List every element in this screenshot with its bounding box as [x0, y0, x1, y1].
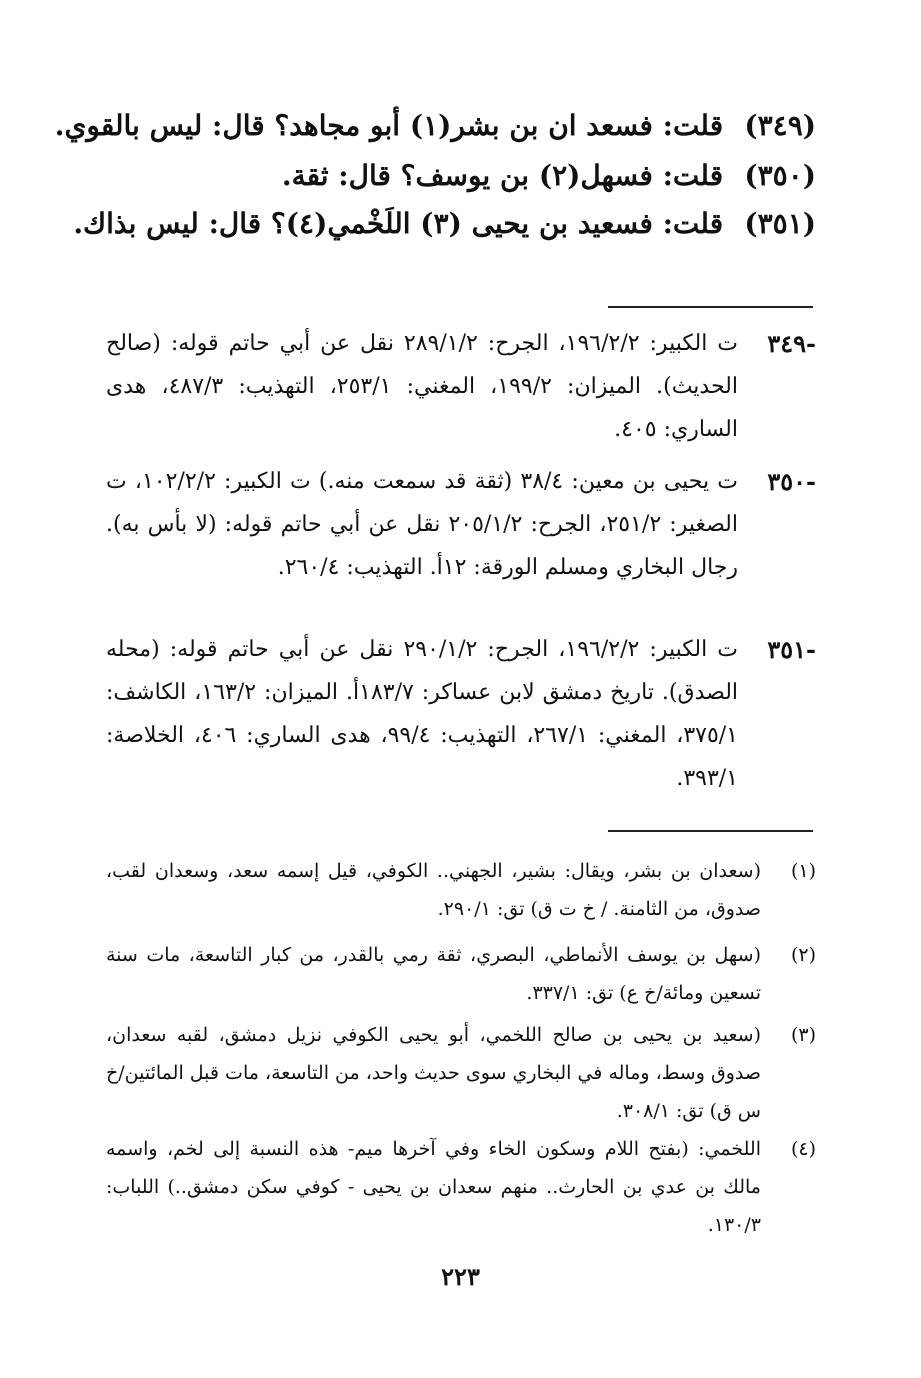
page-number: ٢٢٣ [441, 1262, 480, 1291]
entry-number: (٣٤٩) [744, 109, 816, 142]
footnote-number: (٤) [790, 1138, 816, 1160]
note-349 [106, 322, 816, 451]
footnote-number: (٣) [790, 1024, 816, 1046]
entry-350 [96, 154, 816, 198]
note-number: -٣٤٩ [767, 329, 816, 358]
entry-349 [54, 104, 816, 148]
entry-351 [73, 202, 816, 246]
note-text: ت يحيى بن معين: ٣٨/٤ (ثقة قد سمعت منه.) ت الكبير: ١٠٢/٢/٢، ت الصغير: ٢٥١/٢، الجرح: ٢٠٥/١/٢ نقل عن أبي حاتم قوله: (لا بأس به). رجال البخاري ومسلم الورقة: ١٢أ. التهذيب: ٢٦٠/٤. [106, 469, 738, 580]
footnote-2 [106, 936, 816, 1012]
entry-text: قلت: فسعيد بن يحيى (٣) اللَخْمي(٤)؟ قال: ليس بذاك. [73, 207, 724, 240]
entry-text: قلت: فسعد ان بن بشر(١) أبو مجاهد؟ قال: ليس بالقوي. [54, 109, 724, 142]
footnote-text: (سعدان بن بشر، ويقال: بشير، الجهني.. الكوفي، قيل إسمه سعد، وسعدان لقب، صدوق، من الثامنة. / خ ت ق) تق: ٢٩٠/١. [106, 860, 761, 920]
entry-number: (٣٥٠) [744, 159, 816, 192]
note-number: -٣٥١ [767, 635, 816, 664]
entry-number: (٣٥١) [744, 207, 816, 240]
footnote-number: (٢) [790, 944, 816, 966]
separator-line [608, 306, 813, 308]
note-number: -٣٥٠ [767, 467, 816, 496]
note-text: ت الكبير: ١٩٦/٢/٢، الجرح: ٢٨٩/١/٢ نقل عن أبي حاتم قوله: (صالح الحديث). الميزان: ١٩٩/٢، المغني: ٢٥٣/١، التهذيب: ٤٨٧/٣، هدى الساري: ٤٠٥. [106, 331, 738, 442]
footnote-text: (سعيد بن يحيى بن صالح اللخمي، أبو يحيى الكوفي نزيل دمشق، لقبه سعدان، صدوق وسط، وماله في البخاري سوى حديث واحد، من التاسعة، مات قبل المائتين/خ س ق) تق: ٣٠٨/١. [106, 1024, 761, 1122]
note-351 [106, 628, 816, 800]
footnote-1 [106, 852, 816, 928]
note-350 [106, 460, 816, 589]
note-text: ت الكبير: ١٩٦/٢/٢، الجرح: ٢٩٠/١/٢ نقل عن أبي حاتم قوله: (محله الصدق). تاريخ دمشق لابن عساكر: ١٨٣/٧أ. الميزان: ١٦٣/٢، الكاشف: ٣٧٥/١، المغني: ٢٦٧/١، التهذيب: ٩٩/٤، هدى الساري: ٤٠٦، الخلاصة: ٣٩٣/١. [106, 637, 739, 791]
footnote-text: (سهل بن يوسف الأنماطي، البصري، ثقة رمي بالقدر، من كبار التاسعة، مات سنة تسعين ومائة/خ ع) تق: ٣٣٧/١. [106, 944, 761, 1004]
footnote-text: اللخمي: (بفتح اللام وسكون الخاء وفي آخرها ميم- هذه النسبة إلى لخم، واسمه مالك بن عدي بن الحارث.. منهم سعدان بن يحيى - كوفي سكن دمشق..) اللباب: ١٣٠/٣. [106, 1138, 761, 1236]
entry-text: قلت: فسهل(٢) بن يوسف؟ قال: ثقة. [281, 159, 724, 192]
footnote-number: (١) [790, 860, 816, 882]
footnote-4 [106, 1130, 816, 1244]
footnote-separator [608, 830, 813, 832]
footnote-3 [106, 1016, 816, 1130]
